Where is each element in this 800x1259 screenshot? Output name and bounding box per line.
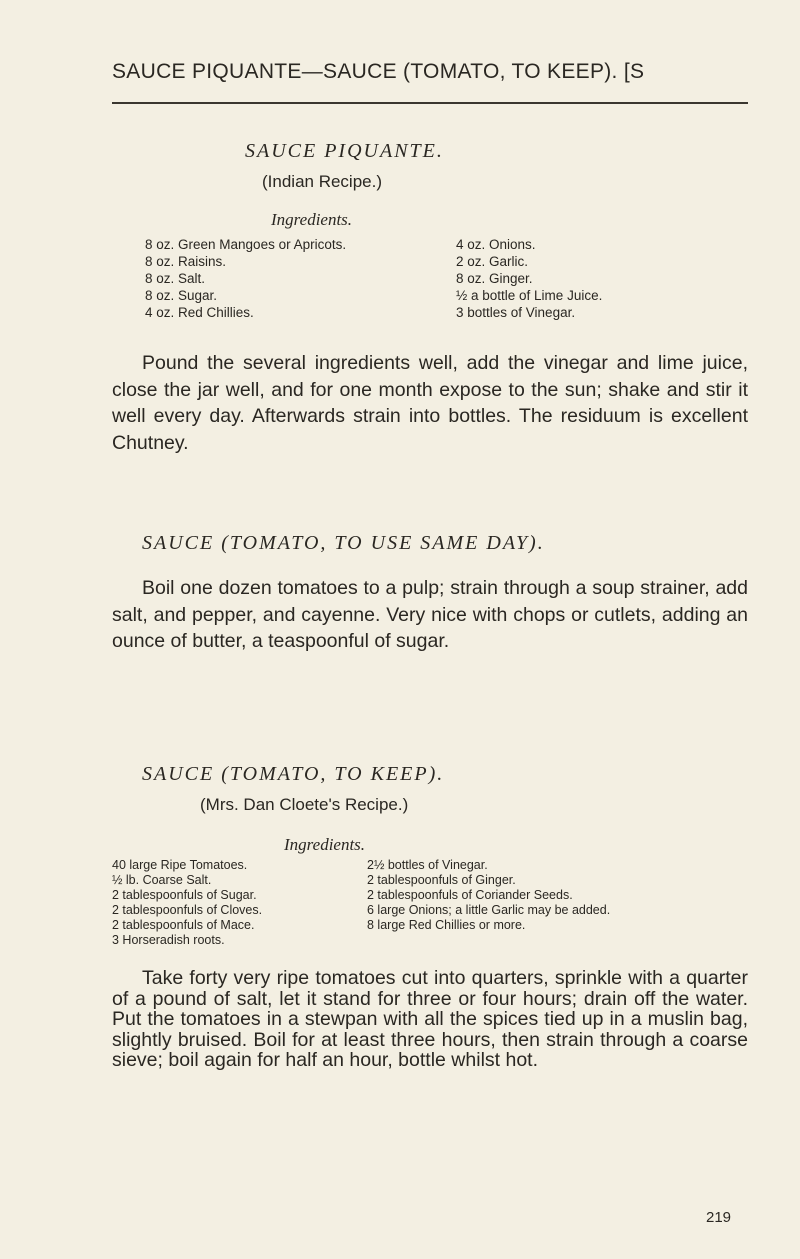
ingredient-item: 3 Horseradish roots. [112,933,225,947]
method-paragraph [112,575,748,655]
ingredient-item: 8 oz. Green Mangoes or Apricots. [145,237,347,252]
ingredient-item: 2 tablespoonfuls of Coriander Seeds. [367,888,573,902]
ingredients-list-left [145,236,346,321]
ingredient-item: 8 oz. Raisins. [145,254,227,269]
ingredients-heading: Ingredients. [284,835,366,854]
ingredient-item: 2 tablespoonfuls of Mace. [112,918,255,932]
ingredient-item: 2 tablespoonfuls of Sugar. [112,888,257,902]
method-text: Pound the several ingredients well, add the vinegar and lime juice, close the jar well, and for one month expose to the sun; shake and stir it well every day. Afterwards strain into bottles. The residuum is excellent Chutney. [112,352,748,454]
ingredients-heading: Ingredients. [271,210,353,229]
ingredient-item: 2 tablespoonfuls of Ginger. [367,873,516,887]
recipe-title-tomato-same-day: SAUCE (TOMATO, TO USE SAME DAY). [142,532,545,554]
recipe-title-tomato-to-keep: SAUCE (TOMATO, TO KEEP). [142,763,445,785]
ingredient-item: 6 large Onions; a little Garlic may be added. [367,903,611,917]
method-paragraph [112,968,748,1071]
recipe-title-sauce-piquante: SAUCE PIQUANTE. [245,140,444,162]
running-head: SAUCE PIQUANTE—SAUCE (TOMATO, TO KEEP). [S [112,60,645,83]
ingredient-item: 8 large Red Chillies or more. [367,918,526,932]
ingredient-item: 4 oz. Red Chillies. [145,305,254,320]
ingredient-item: 3 bottles of Vinegar. [456,305,576,320]
ingredient-item: 2 tablespoonfuls of Cloves. [112,903,263,917]
ingredient-item: ½ lb. Coarse Salt. [112,873,212,887]
ingredient-item: 2 oz. Garlic. [456,254,529,269]
header-rule [112,102,748,104]
ingredient-item: 4 oz. Onions. [456,237,536,252]
recipe-subtitle: (Mrs. Dan Cloete's Recipe.) [200,795,409,814]
ingredient-item: 8 oz. Ginger. [456,271,533,286]
recipe-subtitle: (Indian Recipe.) [262,172,383,191]
method-text: Take forty very ripe tomatoes cut into quarters, sprinkle with a quarter of a pound of salt, let it stand for three or four hours; drain off the water. Put the tomatoes in a stewpan with all the spices tied up in a muslin bag, slightly bruised. Boil for at least three hours, then strain through a coarse sieve; boil again for half an hour, bottle whilst hot. [112,967,748,1071]
method-text: Boil one dozen tomatoes to a pulp; strain through a soup strainer, add salt, and pepper, and cayenne. Very nice with chops or cutlets, adding an ounce of butter, a teaspoonful of sugar. [112,577,748,652]
method-paragraph [112,350,748,456]
ingredient-item: 8 oz. Salt. [145,271,206,286]
ingredient-item: 8 oz. Sugar. [145,288,218,303]
page-number: 219 [706,1209,732,1226]
ingredients-list-right [456,236,602,321]
ingredient-item: ½ a bottle of Lime Juice. [456,288,603,303]
ingredient-item: 2½ bottles of Vinegar. [367,858,488,872]
ingredients-list-left [112,858,312,948]
ingredients-list-right [367,858,659,933]
ingredient-item: 40 large Ripe Tomatoes. [112,858,248,872]
